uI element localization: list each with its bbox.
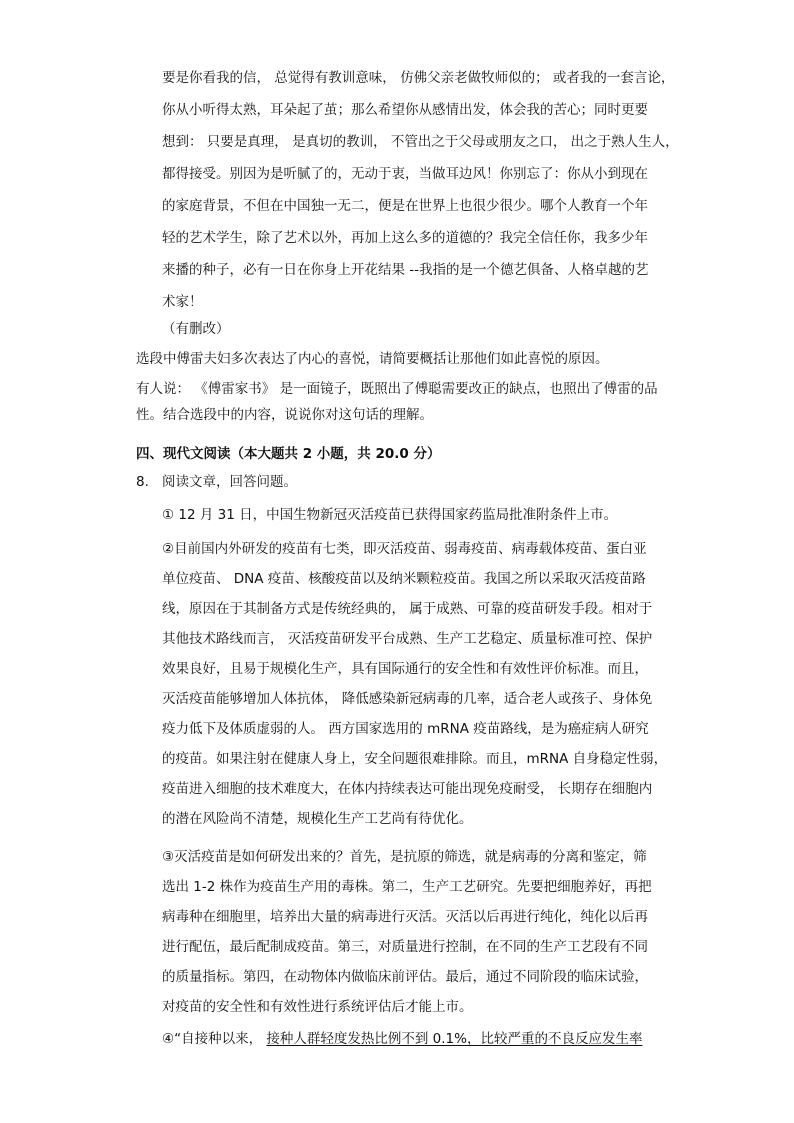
letter-line: 你从小听得太熟，耳朵起了茧；那么希望你从感情出发，体会我的苦心；同时更要 xyxy=(162,102,648,118)
article-line: 单位疫苗、 DNA 疫苗、核酸疫苗以及纳米颗粒疫苗。我国之所以采取灭活疫苗路 xyxy=(162,571,646,587)
letter-line: 要是你看我的信， 总觉得有教训意味， 仿佛父亲老做牧师似的； 或者我的一套言论， xyxy=(162,70,675,86)
article-line: 进行配伍，最后配制成疫苗。第三，对质量进行控制，在不同的生产工艺段有不同 xyxy=(162,939,648,955)
revision-note: （有删改） xyxy=(162,321,230,337)
article-line: 对疫苗的安全性和有效性进行系统评估后才能上市。 xyxy=(162,999,473,1015)
article-line: 的潜在风险尚不清楚，规模化生产工艺尚有待优化。 xyxy=(162,811,473,827)
article-line-partial xyxy=(162,1030,642,1048)
article-line: ① 12 月 31 日，中国生物新冠灭活疫苗已获得国家药监局批准附条件上市。 xyxy=(162,507,618,523)
letter-line: 都得接受。别因为是听腻了的，无动于衷，当做耳边风！你别忘了：你从小到现在 xyxy=(162,166,648,182)
article-line: 灭活疫苗能够增加人体抗体， 降低感染新冠病毒的几率，适合老人或孩子、身体免 xyxy=(162,691,653,707)
letter-line: 术家！ xyxy=(162,294,203,310)
article-line: 疫苗进入细胞的技术难度大，在体内持续表达可能出现免疫耐受， 长期存在细胞内 xyxy=(162,781,653,797)
article-line: 选出 1-2 株作为疫苗生产用的毒株。第二，生产工艺研究。先要把细胞养好，再把 xyxy=(162,879,652,895)
letter-line: 轻的艺术学生，除了艺术以外，再加上这么多的道德的？我完全信任你，我多少年 xyxy=(162,230,648,246)
article-line: 线，原因在于其制备方式是传统经典的， 属于成熟、可靠的疫苗研发手段。相对于 xyxy=(162,601,653,617)
underlined-sentence: 接种人群轻度发热比例不到 0.1%，比较严重的不良反应发生率 xyxy=(266,1031,643,1047)
article-line: 疫力低下及体质虚弱的人。 西方国家选用的 mRNA 疫苗路线，是为癌症病人研究 xyxy=(162,721,649,737)
article-line: 病毒种在细胞里，培养出大量的病毒进行灭活。灭活以后再进行纯化，纯化以后再 xyxy=(162,909,648,925)
article-line-start: ④“自接种以来， xyxy=(162,1031,267,1047)
article-line: 其他技术路线而言， 灭活疫苗研发平台成熟、生产工艺稳定、质量标准可控、保护 xyxy=(162,631,653,647)
article-line: 的疫苗。如果注射在健康人身上，安全问题很难排除。而且，mRNA 自身稳定性弱， xyxy=(162,751,668,767)
question-prompt: 阅读文章，回答问题。 xyxy=(162,474,297,490)
question-text: 选段中傅雷夫妇多次表达了内心的喜悦，请简要概括让那他们如此喜悦的原因。 xyxy=(136,351,609,367)
letter-line: 的家庭背景，不但在中国独一无二，便是在世界上也很少很少。哪个人教育一个年 xyxy=(162,198,648,214)
question-text: 性。结合选段中的内容，说说你对这句话的理解。 xyxy=(136,407,433,423)
article-line: 效果良好，且易于规模化生产，具有国际通行的安全性和有效性评价标准。而且， xyxy=(162,661,648,677)
article-line: 的质量指标。第四，在动物体内做临床前评估。最后，通过不同阶段的临床试验， xyxy=(162,969,648,985)
letter-line: 来播的种子，必有一日在你身上开花结果 --我指的是一个德艺俱备、人格卓越的艺 xyxy=(162,262,649,278)
question-number: 8. xyxy=(136,474,149,490)
article-line: ②目前国内外研发的疫苗有七类，即灭活疫苗、弱毒疫苗、病毒载体疫苗、蛋白亚 xyxy=(162,541,647,557)
article-line: ③灭活疫苗是如何研发出来的？首先，是抗原的筛选，就是病毒的分离和鉴定，筛 xyxy=(162,849,647,865)
section-heading: 四、现代文阅读（本大题共 2 小题，共 20.0 分） xyxy=(136,446,441,462)
question-text: 有人说： 《傅雷家书》 是一面镜子，既照出了傅聪需要改正的缺点，也照出了傅雷的品 xyxy=(136,381,658,397)
letter-line: 想到： 只要是真理， 是真切的教训， 不管出之于父母或朋友之口， 出之于熟人生人， xyxy=(162,134,679,150)
